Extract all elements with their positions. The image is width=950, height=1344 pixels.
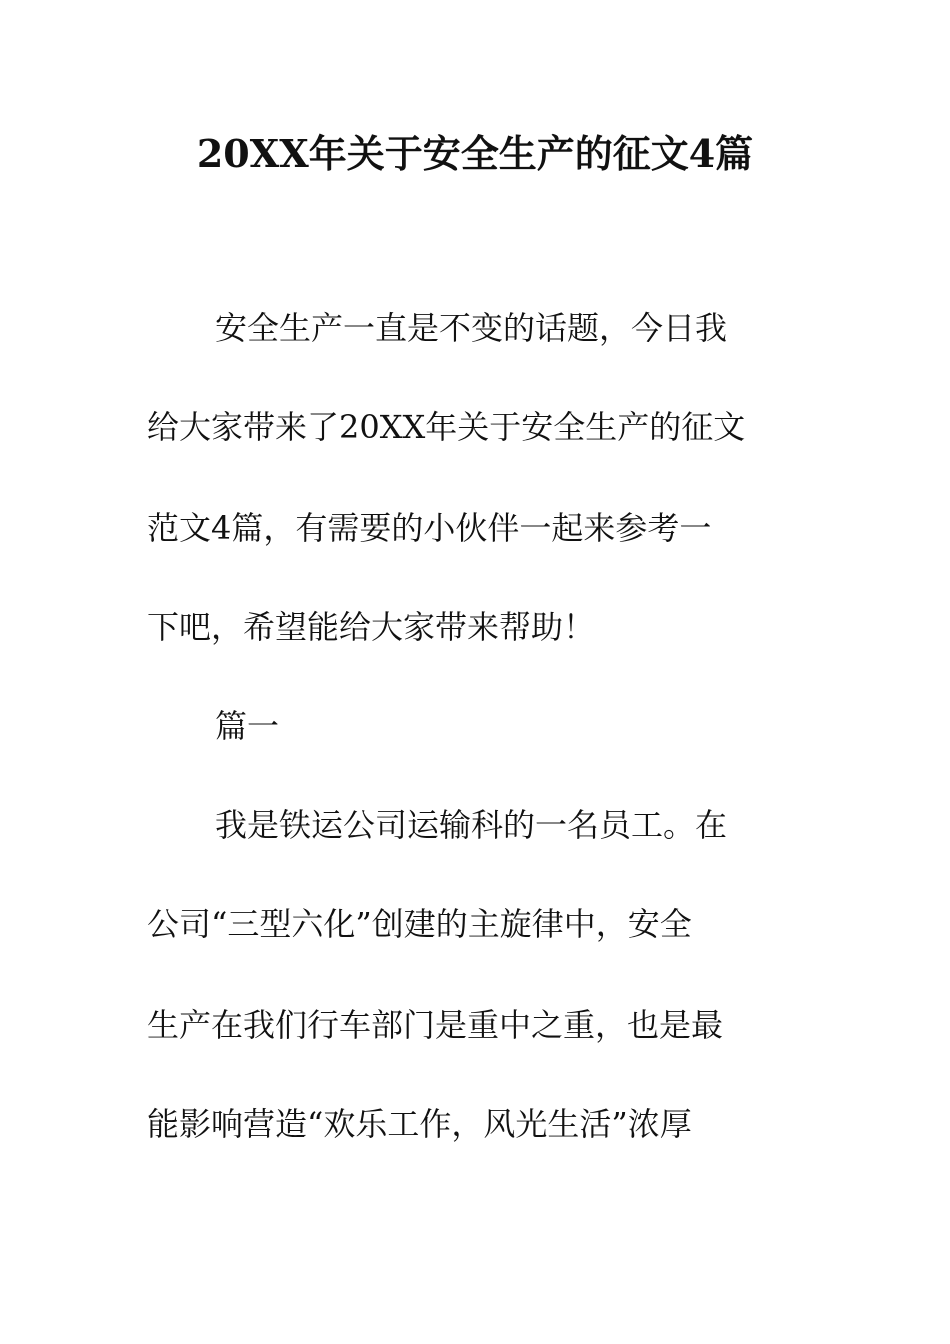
intro-line-1: 安全生产一直是不变的话题，今日我 [215,309,728,347]
body-line-3: 生产在我们行车部门是重中之重，也是最 [147,1006,724,1044]
body-line-4: 能影响营造“欢乐工作，风光生活”浓厚 [147,1105,692,1143]
body-line-1: 我是铁运公司运输科的一名员工。在 [215,806,728,844]
intro-line-2: 给大家带来了20XX年关于安全生产的征文 [147,408,746,446]
body-line-2: 公司“三型六化”创建的主旋律中，安全 [147,905,692,943]
section-heading: 篇一 [215,707,280,745]
intro-line-3: 范文4篇，有需要的小伙伴一起来参考一 [147,509,712,547]
document-title: 20XX年关于安全生产的征文4篇 [196,131,754,176]
intro-line-4: 下吧，希望能给大家带来帮助！ [147,608,596,646]
